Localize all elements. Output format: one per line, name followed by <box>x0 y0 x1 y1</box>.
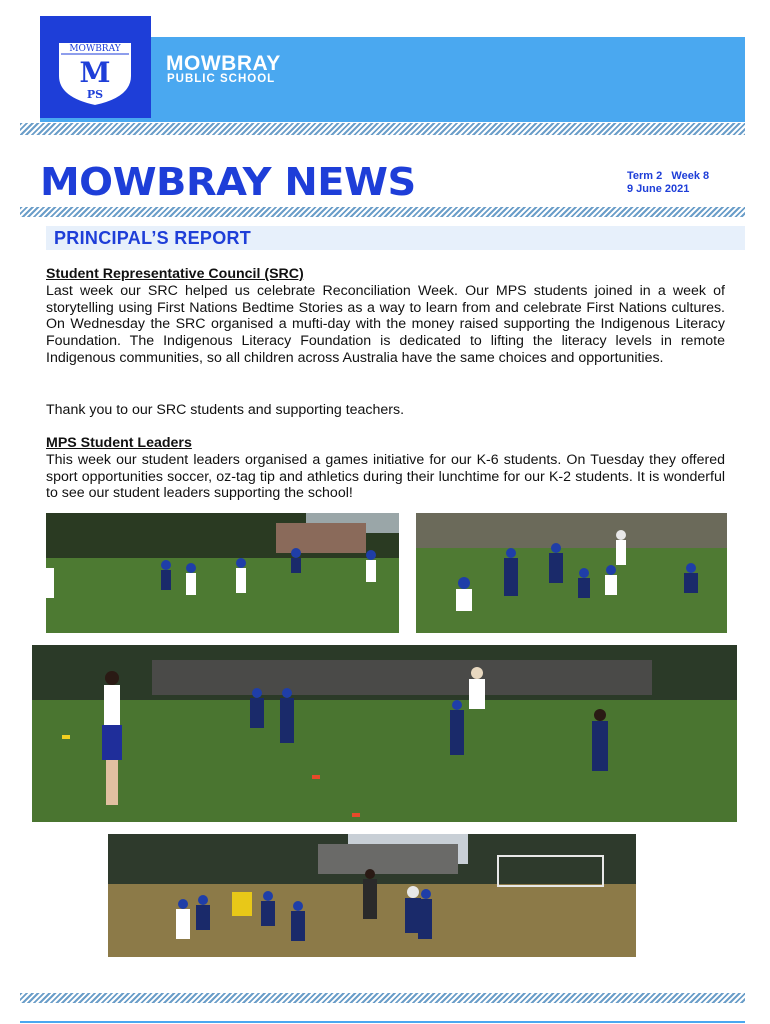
issue-date: 9 June 2021 <box>627 183 690 195</box>
title-stripe-divider <box>20 207 745 217</box>
photo-students-playing-3 <box>32 645 737 822</box>
article-leaders <box>46 435 725 502</box>
section-title: PRINCIPAL’S REPORT <box>54 228 252 248</box>
article-heading: Student Representative Council (SRC) <box>46 266 304 282</box>
issue-info <box>627 170 709 196</box>
newsletter-title: MOWBRAY NEWS <box>40 160 416 204</box>
school-name: MOWBRAY <box>166 52 281 75</box>
term-week: Term 2 Week 8 <box>627 170 710 182</box>
article-paragraph: This week our student leaders organised a games initiative for our K-6 students. On Tuesday they offered sport opportunities soccer, oz-tag tip and athletics during their lunchtime for our K-2 students. It is wonderful to see our student leaders supporting the school! <box>46 451 725 502</box>
footer-line <box>20 1021 745 1023</box>
footer-stripe-divider <box>20 993 745 1003</box>
photo-students-playing-1 <box>46 513 399 633</box>
header-stripe-divider <box>20 123 745 135</box>
photo-students-playing-4 <box>108 834 636 957</box>
crest-monogram: M <box>79 56 111 89</box>
crest-top-text: MOWBRAY <box>69 44 121 54</box>
crest-initials: PS <box>86 88 104 101</box>
article-heading: MPS Student Leaders <box>46 435 192 451</box>
photo-students-playing-2 <box>416 513 727 633</box>
school-subtitle: PUBLIC SCHOOL <box>167 73 276 85</box>
article-thanks: Thank you to our SRC students and supporting teachers. <box>46 402 405 418</box>
article-paragraph: Last week our SRC helped us celebrate Reconciliation Week. Our MPS students joined in a week of storytelling using First Nations Bedtime Stories as a way to learn from and celebrate First Nations cultures. On Wednesday the SRC organised a mufti-day with the money raised supporting the Indigenous Literacy Foundation. The Indigenous Literacy Foundation is dedicated to lifting the literacy levels in remote Indigenous communities, so all children across Australia have the same choices and opportunities. <box>46 282 725 366</box>
article-src <box>46 266 725 367</box>
school-crest-logo <box>52 36 138 108</box>
